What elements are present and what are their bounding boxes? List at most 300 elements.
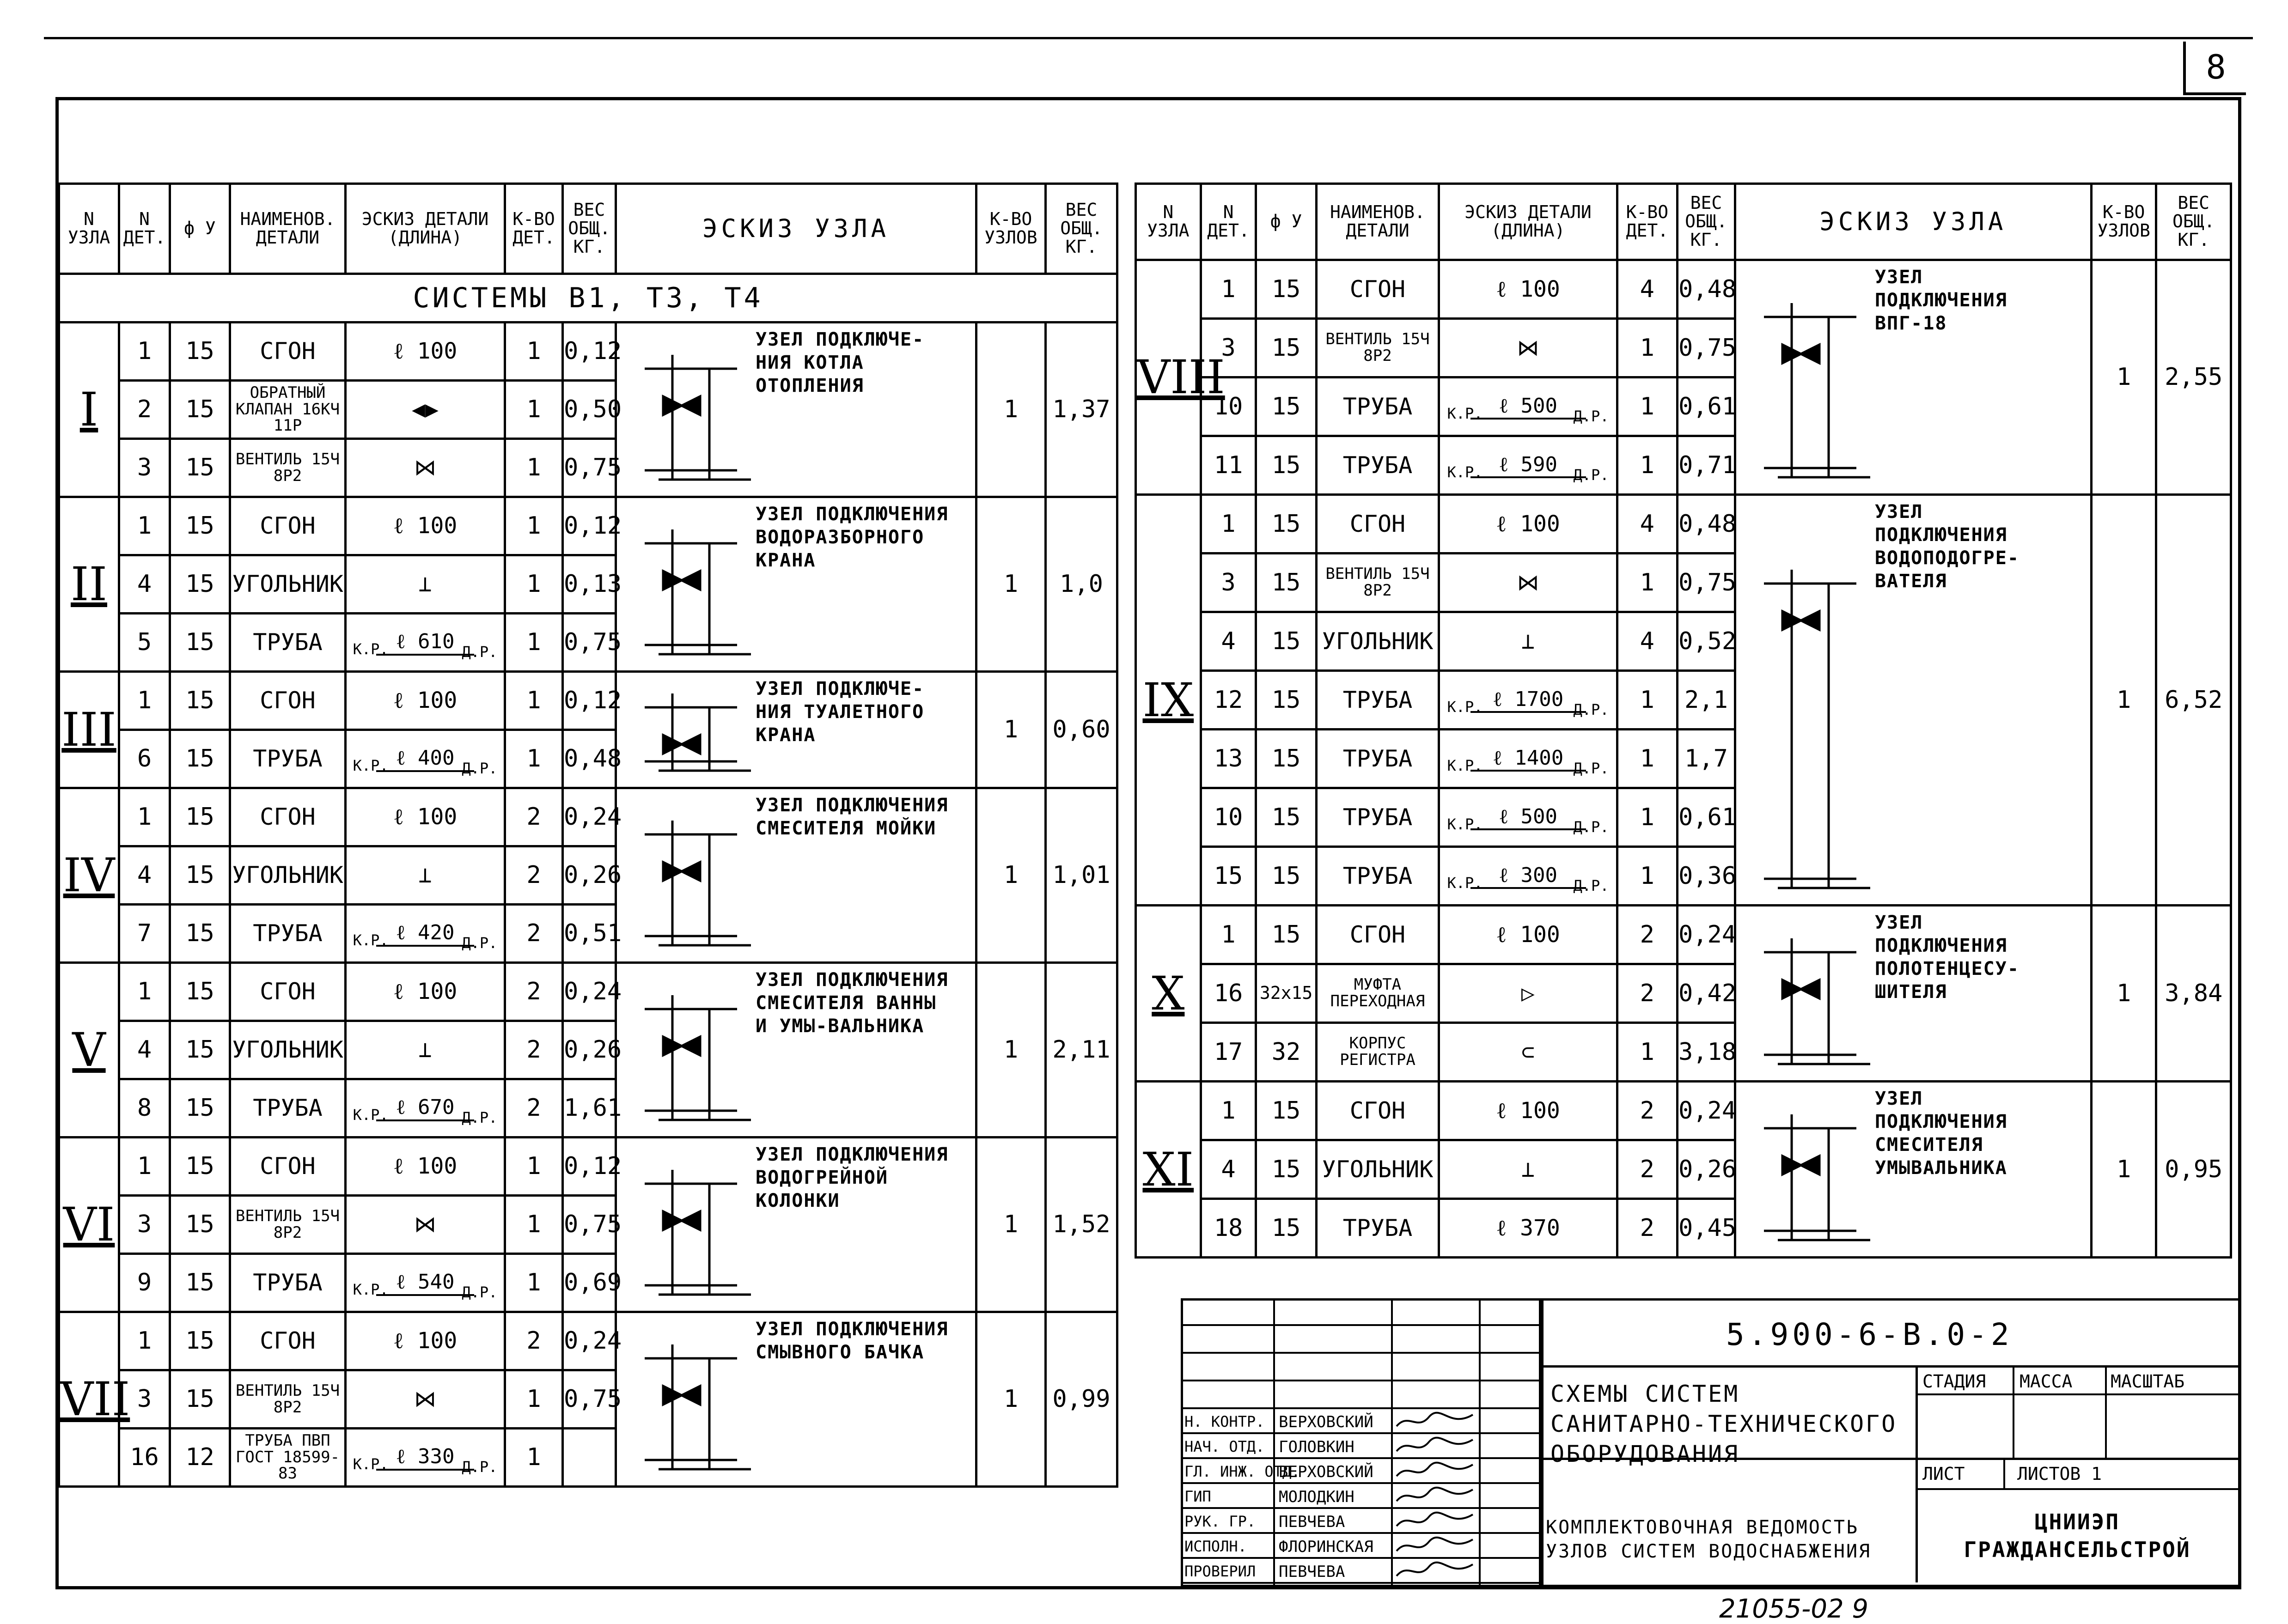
detail-number: 1 — [119, 1137, 170, 1196]
detail-sketch — [346, 730, 505, 788]
staff-role: ГИП — [1184, 1488, 1211, 1505]
pipe-length: ℓ 420 — [376, 922, 475, 946]
nominal-diameter: 15 — [170, 614, 230, 672]
staff-role: НАЧ. ОТД. — [1184, 1438, 1265, 1455]
detail-sketch — [1439, 847, 1617, 906]
pipe-start-mark: К.Р. — [1447, 756, 1483, 774]
col-name: НАИМЕНОВ. ДЕТАЛИ — [230, 184, 346, 274]
detail-quantity: 1 — [505, 439, 563, 497]
detail-sketch: ▷ — [1439, 964, 1617, 1023]
nominal-diameter: 15 — [170, 1137, 230, 1196]
signature-scribble — [1394, 1535, 1477, 1560]
nominal-diameter: 12 — [170, 1429, 230, 1487]
node-sketch-cell — [616, 497, 976, 672]
node-weight: 6,52 — [2156, 495, 2231, 906]
node-quantity: 1 — [976, 1137, 1046, 1312]
nominal-diameter: 15 — [170, 730, 230, 788]
detail-sketch — [1439, 671, 1617, 730]
detail-number: 15 — [1201, 847, 1256, 906]
detail-number: 16 — [119, 1429, 170, 1487]
nominal-diameter: 15 — [170, 1196, 230, 1254]
pipe-length-sketch — [1447, 746, 1609, 777]
detail-sketch — [1439, 436, 1617, 495]
detail-name: УГОЛЬНИК — [230, 1021, 346, 1079]
signature-scribble — [1394, 1485, 1477, 1510]
nominal-diameter: 15 — [1256, 906, 1316, 964]
detail-name: ВЕНТИЛЬ 15Ч 8Р2 — [1316, 319, 1439, 377]
detail-quantity: 1 — [505, 381, 563, 439]
staff-name: ПЕВЧЕВА — [1279, 1563, 1345, 1581]
detail-quantity: 1 — [505, 1196, 563, 1254]
detail-weight: 0,24 — [563, 1312, 616, 1370]
table-row — [1136, 906, 2231, 964]
nominal-diameter: 15 — [170, 672, 230, 730]
detail-name: СГОН — [1316, 906, 1439, 964]
schematic-stroke — [682, 862, 700, 881]
staff-name: ВЕРХОВСКИЙ — [1279, 1413, 1373, 1431]
title-block — [1181, 1298, 2241, 1587]
node-caption: УЗЕЛ ПОДКЛЮЧЕ-НИЯ ТУАЛЕТНОГО КРАНА — [756, 678, 925, 746]
node-quantity: 1 — [976, 672, 1046, 788]
node-sketch-cell — [616, 322, 976, 497]
table-row — [59, 963, 1117, 1021]
detail-name: ВЕНТИЛЬ 15Ч 8Р2 — [230, 439, 346, 497]
detail-sketch: ℓ 100 — [346, 1312, 505, 1370]
pipe-end-mark: Д.Р. — [462, 1458, 498, 1476]
detail-sketch — [1439, 377, 1617, 436]
detail-name: ТРУБА — [230, 1254, 346, 1312]
detail-number: 1 — [1201, 1082, 1256, 1140]
detail-name: ТРУБА — [1316, 730, 1439, 788]
node-roman-numeral: X — [1152, 966, 1185, 1021]
schematic-stroke — [682, 396, 700, 415]
nominal-diameter: 15 — [170, 439, 230, 497]
col-node-qty: К-ВО УЗЛОВ — [976, 184, 1046, 274]
detail-number: 3 — [119, 1196, 170, 1254]
pipe-length: ℓ 400 — [376, 748, 475, 772]
detail-quantity: 1 — [1617, 553, 1677, 612]
pipe-end-mark: Д.Р. — [1573, 407, 1609, 425]
detail-sketch — [346, 1429, 505, 1487]
nominal-diameter: 15 — [170, 788, 230, 846]
detail-number: 11 — [1201, 436, 1256, 495]
node-number — [1136, 906, 1201, 1082]
detail-quantity: 1 — [505, 1429, 563, 1487]
col-node-sketch: ЭСКИЗ УЗЛА — [1735, 184, 2091, 260]
nominal-diameter: 15 — [1256, 377, 1316, 436]
detail-number: 17 — [1201, 1023, 1256, 1082]
detail-quantity: 1 — [505, 672, 563, 730]
scale-label: МАСШТАБ — [2111, 1371, 2185, 1392]
section-row — [59, 274, 1117, 322]
detail-weight: 0,24 — [1677, 1082, 1735, 1140]
node-caption: УЗЕЛ ПОДКЛЮЧЕНИЯ ПОЛОТЕНЦЕСУ-ШИТЕЛЯ — [1874, 912, 2020, 1003]
col-sketch: ЭСКИЗ ДЕТАЛИ (ДЛИНА) — [346, 184, 505, 274]
table-row — [59, 1312, 1117, 1370]
col-det-no: N ДЕТ. — [119, 184, 170, 274]
detail-weight: 0,75 — [563, 1370, 616, 1429]
detail-name: СГОН — [230, 788, 346, 846]
detail-quantity: 2 — [1617, 1199, 1677, 1258]
detail-sketch: ℓ 100 — [346, 1137, 505, 1196]
pipe-start-mark: К.Р. — [1447, 874, 1483, 892]
detail-name: УГОЛЬНИК — [230, 846, 346, 905]
pipe-end-mark: Д.Р. — [462, 1283, 498, 1301]
detail-weight: 0,52 — [1677, 612, 1735, 671]
detail-weight — [563, 1429, 616, 1487]
node-roman-numeral: XI — [1142, 1142, 1194, 1197]
node-number — [59, 497, 119, 672]
detail-number: 4 — [1201, 1140, 1256, 1199]
node-caption: УЗЕЛ ПОДКЛЮЧЕНИЯ СМЕСИТЕЛЯ МОЙКИ — [756, 795, 949, 839]
detail-name: СГОН — [1316, 260, 1439, 319]
detail-quantity: 1 — [1617, 319, 1677, 377]
detail-weight: 0,13 — [563, 555, 616, 614]
schematic-stroke — [682, 735, 700, 754]
pipe-length: ℓ 610 — [376, 631, 475, 655]
detail-quantity: 1 — [1617, 671, 1677, 730]
detail-quantity: 4 — [1617, 612, 1677, 671]
signature-scribble-svg — [1394, 1485, 1477, 1508]
detail-sketch: ℓ 100 — [346, 788, 505, 846]
node-weight: 1,01 — [1046, 788, 1117, 963]
detail-name: ТРУБА — [230, 905, 346, 963]
detail-quantity: 1 — [1617, 788, 1677, 847]
detail-weight: 0,26 — [563, 846, 616, 905]
pipe-length-sketch — [353, 1270, 498, 1301]
pipe-end-mark: Д.Р. — [1573, 876, 1609, 894]
node-quantity: 1 — [2091, 260, 2156, 495]
detail-number: 1 — [1201, 906, 1256, 964]
detail-name: ТРУБА ПВП ГОСТ 18599-83 — [230, 1429, 346, 1487]
node-quantity: 1 — [976, 1312, 1046, 1487]
pipe-length: ℓ 300 — [1470, 865, 1586, 889]
node-number — [1136, 1082, 1201, 1258]
detail-sketch: ⊂ — [1439, 1023, 1617, 1082]
left-header-row — [59, 184, 1117, 274]
detail-number: 1 — [1201, 495, 1256, 553]
detail-number: 1 — [119, 963, 170, 1021]
detail-quantity: 2 — [505, 963, 563, 1021]
detail-sketch — [346, 1079, 505, 1137]
sheet-number: 8 — [2183, 42, 2246, 95]
detail-weight: 0,69 — [563, 1254, 616, 1312]
node-number — [59, 788, 119, 963]
node-sketch-cell — [616, 788, 976, 963]
pipe-length-sketch — [1447, 687, 1609, 718]
detail-number: 4 — [119, 846, 170, 905]
node-quantity: 1 — [2091, 1082, 2156, 1258]
detail-number: 18 — [1201, 1199, 1256, 1258]
table-row — [59, 788, 1117, 846]
nominal-diameter: 15 — [170, 322, 230, 381]
detail-quantity: 1 — [505, 497, 563, 555]
node-roman-numeral: IV — [63, 848, 115, 902]
signature-scribble-svg — [1394, 1410, 1477, 1433]
detail-sketch: ℓ 100 — [1439, 260, 1617, 319]
detail-number: 3 — [1201, 319, 1256, 377]
node-roman-numeral: IX — [1142, 673, 1194, 727]
detail-number: 10 — [1201, 788, 1256, 847]
table-row — [1136, 1082, 2231, 1140]
detail-name: СГОН — [230, 322, 346, 381]
doc-code: 5.900-6-В.0-2 — [1726, 1317, 2013, 1352]
col-uzel-no: N УЗЛА — [59, 184, 119, 274]
node-roman-numeral: V — [72, 1023, 106, 1077]
detail-number: 1 — [119, 672, 170, 730]
nominal-diameter: 15 — [170, 846, 230, 905]
signature-scribble-svg — [1394, 1435, 1477, 1458]
pipe-length-sketch — [1447, 804, 1609, 836]
node-sketch-cell — [616, 1312, 976, 1487]
nominal-diameter: 15 — [170, 1079, 230, 1137]
node-weight: 0,99 — [1046, 1312, 1117, 1487]
pipe-end-mark: Д.Р. — [1573, 818, 1609, 836]
detail-name: СГОН — [1316, 1082, 1439, 1140]
detail-sketch: ◀▶ — [346, 381, 505, 439]
detail-number: 9 — [119, 1254, 170, 1312]
pipe-length-sketch — [353, 1095, 498, 1126]
nominal-diameter: 15 — [170, 381, 230, 439]
col-du: ф У — [1256, 184, 1316, 260]
node-roman-numeral: III — [61, 703, 116, 757]
node-number — [1136, 495, 1201, 906]
detail-quantity: 1 — [505, 614, 563, 672]
col-node-weight: ВЕС ОБЩ. КГ. — [1046, 184, 1117, 274]
table-row — [59, 497, 1117, 555]
detail-number: 13 — [1201, 730, 1256, 788]
detail-sketch: ℓ 100 — [346, 497, 505, 555]
node-caption: УЗЕЛ ПОДКЛЮЧЕ-НИЯ КОТЛА ОТОПЛЕНИЯ — [756, 329, 925, 396]
staff-row — [1181, 1484, 1541, 1509]
nominal-diameter: 32 — [1256, 1023, 1316, 1082]
signature-scribble-svg — [1394, 1510, 1477, 1533]
node-caption: УЗЕЛ ПОДКЛЮЧЕНИЯ ВОДОРАЗБОРНОГО КРАНА — [756, 504, 949, 571]
nominal-diameter: 15 — [1256, 730, 1316, 788]
detail-number: 3 — [119, 1370, 170, 1429]
col-name: НАИМЕНОВ. ДЕТАЛИ — [1316, 184, 1439, 260]
detail-sketch: ⋈ — [346, 1370, 505, 1429]
pipe-start-mark: К.Р. — [353, 1106, 389, 1124]
node-schematic-drawing — [1736, 906, 1893, 1083]
node-weight: 3,84 — [2156, 906, 2231, 1082]
detail-quantity: 1 — [505, 1370, 563, 1429]
nominal-diameter: 15 — [1256, 436, 1316, 495]
nominal-diameter: 15 — [1256, 495, 1316, 553]
staff-name: ГОЛОВКИН — [1279, 1438, 1354, 1456]
detail-number: 8 — [119, 1079, 170, 1137]
top-rule — [44, 37, 2253, 39]
node-weight: 2,55 — [2156, 260, 2231, 495]
detail-quantity: 2 — [1617, 1082, 1677, 1140]
node-caption: УЗЕЛ ПОДКЛЮЧЕНИЯ ВОДОГРЕЙНОЙ КОЛОНКИ — [756, 1144, 949, 1211]
detail-number: 5 — [119, 614, 170, 672]
signature-scribble — [1394, 1460, 1477, 1485]
nominal-diameter: 15 — [1256, 1082, 1316, 1140]
detail-number: 1 — [119, 1312, 170, 1370]
detail-quantity: 4 — [1617, 260, 1677, 319]
nominal-diameter: 15 — [1256, 788, 1316, 847]
detail-quantity: 1 — [1617, 1023, 1677, 1082]
detail-weight: 0,42 — [1677, 964, 1735, 1023]
table-row — [59, 322, 1117, 381]
pipe-length-sketch — [1447, 452, 1609, 484]
detail-quantity: 1 — [505, 555, 563, 614]
detail-weight: 0,12 — [563, 1137, 616, 1196]
detail-quantity: 2 — [1617, 964, 1677, 1023]
node-weight: 0,95 — [2156, 1082, 2231, 1258]
detail-quantity: 2 — [505, 788, 563, 846]
detail-name: СГОН — [1316, 495, 1439, 553]
node-number — [59, 1312, 130, 1487]
detail-sketch: ⊥ — [1439, 1140, 1617, 1199]
node-roman-numeral: VIII — [1137, 350, 1225, 404]
col-node-weight: ВЕС ОБЩ. КГ. — [2156, 184, 2231, 260]
nominal-diameter: 15 — [1256, 1140, 1316, 1199]
pipe-start-mark: К.Р. — [353, 640, 389, 658]
detail-number: 16 — [1201, 964, 1256, 1023]
detail-quantity: 1 — [1617, 730, 1677, 788]
pipe-length-sketch — [353, 921, 498, 952]
node-quantity: 1 — [976, 497, 1046, 672]
nominal-diameter: 32x15 — [1256, 964, 1316, 1023]
detail-name: ТРУБА — [1316, 436, 1439, 495]
detail-weight: 0,26 — [1677, 1140, 1735, 1199]
signature-scribble — [1394, 1560, 1477, 1585]
signature-scribble-svg — [1394, 1535, 1477, 1558]
detail-quantity: 2 — [505, 1021, 563, 1079]
staff-name: МОЛОДКИН — [1279, 1488, 1354, 1506]
node-roman-numeral: II — [70, 557, 107, 611]
detail-name: ОБРАТНЫЙ КЛАПАН 16КЧ 11Р — [230, 381, 346, 439]
staff-role: ГЛ. ИНЖ. ОТД. — [1184, 1463, 1300, 1480]
node-caption: УЗЕЛ ПОДКЛЮЧЕНИЯ СМЕСИТЕЛЯ ВАННЫ И УМЫ-ВАЛЬНИКА — [756, 969, 949, 1037]
node-quantity: 1 — [976, 963, 1046, 1137]
detail-name: ТРУБА — [1316, 1199, 1439, 1258]
detail-sketch — [346, 614, 505, 672]
detail-name: ТРУБА — [1316, 788, 1439, 847]
table-row — [1136, 495, 2231, 553]
right-header-row — [1136, 184, 2231, 260]
nominal-diameter: 15 — [1256, 1199, 1316, 1258]
detail-weight: 1,61 — [563, 1079, 616, 1137]
col-du: ф У — [170, 184, 230, 274]
pipe-length-sketch — [1447, 863, 1609, 894]
detail-sketch: ℓ 100 — [346, 963, 505, 1021]
detail-number: 3 — [1201, 553, 1256, 612]
detail-name: СГОН — [230, 497, 346, 555]
nominal-diameter: 15 — [1256, 671, 1316, 730]
detail-quantity: 1 — [505, 1137, 563, 1196]
detail-sketch: ℓ 100 — [346, 322, 505, 381]
detail-sketch — [1439, 788, 1617, 847]
node-sketch-cell — [1735, 906, 2091, 1082]
node-weight: 2,11 — [1046, 963, 1117, 1137]
detail-weight: 0,48 — [1677, 495, 1735, 553]
pipe-length: ℓ 330 — [376, 1446, 475, 1470]
detail-name: УГОЛЬНИК — [1316, 1140, 1439, 1199]
detail-number: 12 — [1201, 671, 1256, 730]
detail-name: УГОЛЬНИК — [1316, 612, 1439, 671]
node-sketch-cell — [1735, 260, 2091, 495]
schematic-stroke — [682, 1386, 700, 1405]
pipe-end-mark: Д.Р. — [1573, 700, 1609, 718]
doc-subtitle: КОМПЛЕКТОВОЧНАЯ ВЕДОМОСТЬ УЗЛОВ СИСТЕМ ВОДОСНАБЖЕНИЯ — [1546, 1517, 1872, 1562]
pipe-start-mark: К.Р. — [1447, 698, 1483, 716]
detail-weight: 0,51 — [563, 905, 616, 963]
doc-title: СХЕМЫ СИСТЕМ САНИТАРНО-ТЕХНИЧЕСКОГО ОБОРУДОВАНИЯ — [1550, 1381, 1898, 1467]
pipe-length: ℓ 1400 — [1470, 748, 1586, 772]
detail-sketch: ℓ 100 — [1439, 1082, 1617, 1140]
node-roman-numeral: VII — [60, 1372, 130, 1426]
col-qty: К-ВО ДЕТ. — [505, 184, 563, 274]
pipe-end-mark: Д.Р. — [462, 643, 498, 661]
detail-quantity: 2 — [1617, 1140, 1677, 1199]
nominal-diameter: 15 — [170, 963, 230, 1021]
detail-number: 4 — [119, 1021, 170, 1079]
detail-sketch — [346, 1254, 505, 1312]
table-row — [1136, 260, 2231, 319]
table-row — [59, 1137, 1117, 1196]
col-det-no: N ДЕТ. — [1201, 184, 1256, 260]
col-sketch: ЭСКИЗ ДЕТАЛИ (ДЛИНА) — [1439, 184, 1617, 260]
node-weight: 1,37 — [1046, 322, 1117, 497]
signature-scribble — [1394, 1435, 1477, 1460]
detail-number: 4 — [119, 555, 170, 614]
col-weight: ВЕС ОБЩ. КГ. — [1677, 184, 1735, 260]
nominal-diameter: 15 — [170, 1312, 230, 1370]
staff-role: РУК. ГР. — [1184, 1513, 1256, 1530]
detail-weight: 0,45 — [1677, 1199, 1735, 1258]
detail-name: ВЕНТИЛЬ 15Ч 8Р2 — [1316, 553, 1439, 612]
detail-name: ТРУБА — [1316, 847, 1439, 906]
detail-sketch: ⋈ — [346, 439, 505, 497]
detail-weight: 0,71 — [1677, 436, 1735, 495]
pipe-length-sketch — [353, 1445, 498, 1476]
table-row — [59, 672, 1117, 730]
pipe-length: ℓ 1700 — [1470, 689, 1586, 713]
detail-sketch: ℓ 370 — [1439, 1199, 1617, 1258]
node-schematic-drawing — [1736, 496, 1893, 906]
detail-number: 7 — [119, 905, 170, 963]
detail-weight: 0,50 — [563, 381, 616, 439]
detail-quantity: 2 — [505, 905, 563, 963]
detail-name: ТРУБА — [230, 1079, 346, 1137]
node-number — [1136, 260, 1225, 495]
pipe-length: ℓ 500 — [1470, 395, 1586, 420]
node-number — [59, 322, 119, 497]
detail-sketch: ℓ 100 — [1439, 906, 1617, 964]
schematic-stroke — [1801, 980, 1819, 998]
node-weight: 1,0 — [1046, 497, 1117, 672]
section-title: СИСТЕМЫ В1, Т3, Т4 — [59, 274, 1117, 322]
detail-sketch — [1439, 730, 1617, 788]
detail-number: 6 — [119, 730, 170, 788]
schematic-stroke — [682, 571, 700, 590]
nominal-diameter: 15 — [170, 1370, 230, 1429]
detail-weight: 0,12 — [563, 497, 616, 555]
node-roman-numeral: VI — [63, 1198, 115, 1252]
pipe-start-mark: К.Р. — [1447, 404, 1483, 422]
detail-weight: 0,12 — [563, 322, 616, 381]
col-weight: ВЕС ОБЩ. КГ. — [563, 184, 616, 274]
detail-quantity: 1 — [1617, 436, 1677, 495]
pipe-end-mark: Д.Р. — [1573, 466, 1609, 484]
detail-weight: 0,36 — [1677, 847, 1735, 906]
signature-scribble — [1394, 1510, 1477, 1535]
detail-weight: 0,75 — [563, 439, 616, 497]
pipe-start-mark: К.Р. — [353, 1281, 389, 1298]
